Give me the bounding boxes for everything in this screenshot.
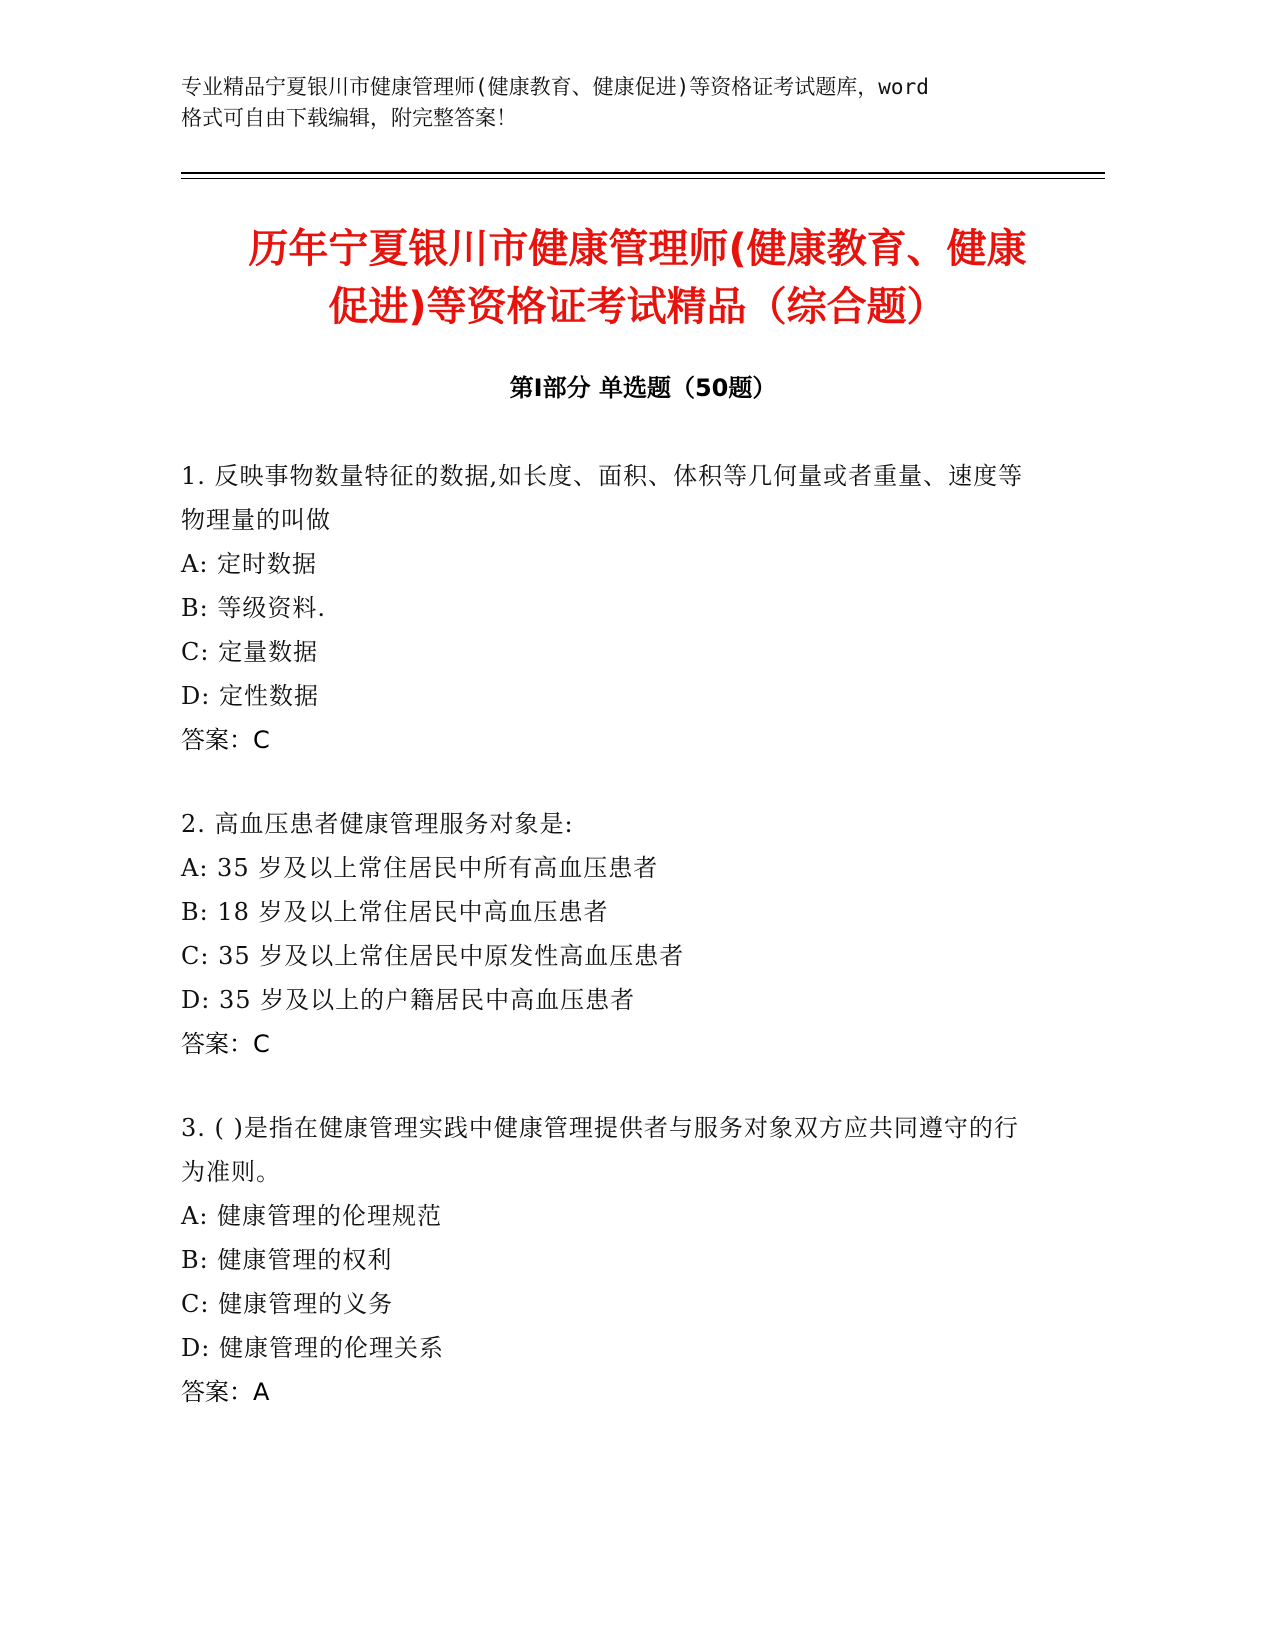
header-line-1: 专业精品宁夏银川市健康管理师(健康教育、健康促进)等资格证考试题库，word: [181, 75, 929, 99]
option-b: B: 18 岁及以上常住居民中高血压患者: [181, 898, 609, 926]
question-stem: 3. ( )是指在健康管理实践中健康管理提供者与服务对象双方应共同遵守的行为准则。: [181, 1114, 1019, 1186]
question-stem: 2. 高血压患者健康管理服务对象是:: [181, 810, 574, 838]
document-title: [170, 220, 1105, 336]
option-c: C: 35 岁及以上常住居民中原发性高血压患者: [181, 942, 685, 970]
option-b: B: 健康管理的权利: [181, 1246, 393, 1274]
answer-label: 答案：A: [181, 1378, 270, 1406]
option-a: A: 35 岁及以上常住居民中所有高血压患者: [181, 854, 659, 882]
document-header: [181, 72, 1061, 134]
option-d: D: 定性数据: [181, 682, 319, 710]
option-a: A: 健康管理的伦理规范: [181, 1202, 443, 1230]
title-line-2: 促进)等资格证考试精品（综合题）: [328, 284, 947, 330]
header-rule-thin: [181, 178, 1105, 179]
option-c: C: 定量数据: [181, 638, 319, 666]
question-2: [181, 802, 1061, 1066]
title-line-1: 历年宁夏银川市健康管理师(健康教育、健康: [248, 226, 1027, 272]
question-stem: 1. 反映事物数量特征的数据,如长度、面积、体积等几何量或者重量、速度等物理量的叫做: [181, 462, 1024, 534]
header-line-2: 格式可自由下载编辑，附完整答案！: [181, 106, 517, 130]
option-a: A: 定时数据: [181, 550, 318, 578]
question-1: [181, 454, 1061, 762]
option-d: D: 35 岁及以上的户籍居民中高血压患者: [181, 986, 636, 1014]
question-3: [181, 1106, 1061, 1414]
answer-label: 答案：C: [181, 1030, 270, 1058]
header-rule-thick: [181, 172, 1105, 174]
option-c: C: 健康管理的义务: [181, 1290, 394, 1318]
section-heading: 第Ⅰ部分 单选题（50题）: [509, 374, 777, 402]
option-d: D: 健康管理的伦理关系: [181, 1334, 444, 1362]
answer-label: 答案：C: [181, 726, 270, 754]
option-b: B: 等级资料.: [181, 594, 326, 622]
